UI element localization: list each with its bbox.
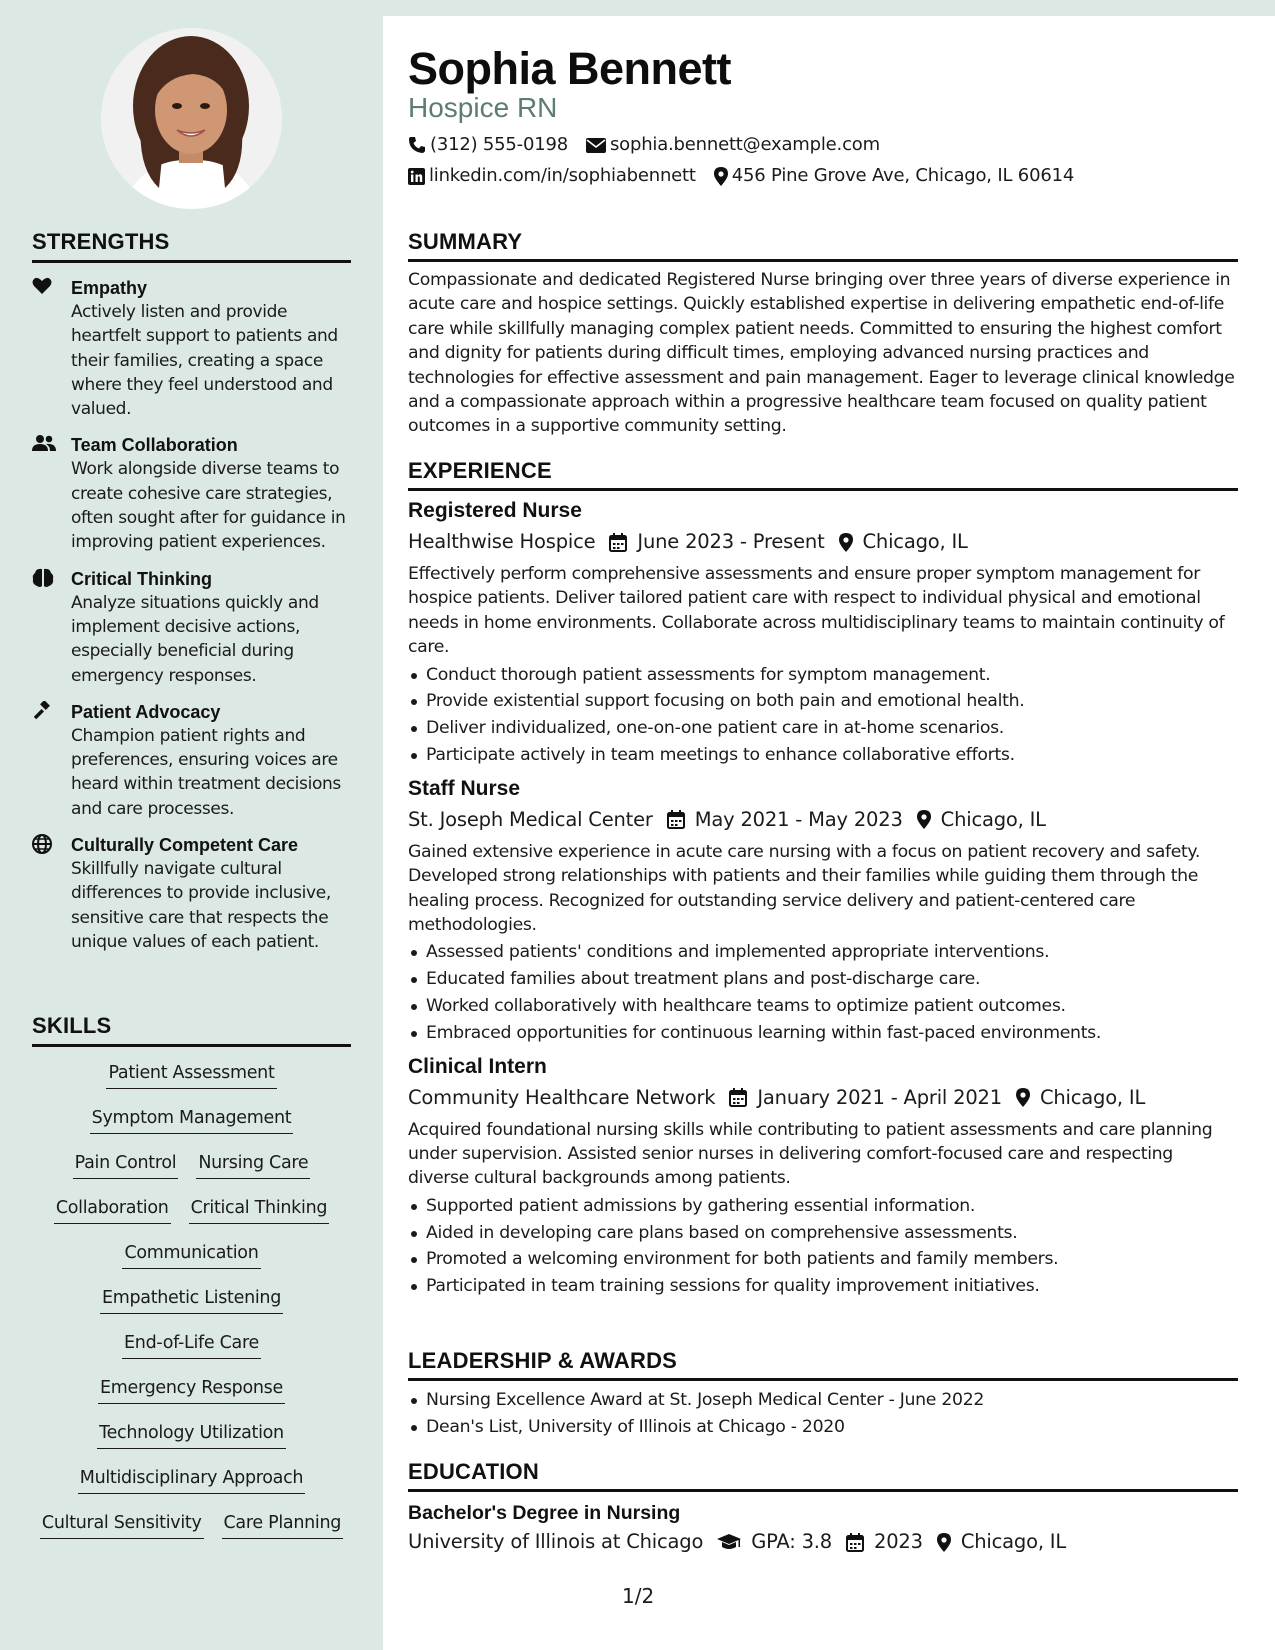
candidate-role: Hospice RN	[408, 92, 558, 123]
linkedin-contact[interactable]	[408, 164, 696, 188]
skill-tag: Communication	[122, 1241, 260, 1269]
job-location: Chicago, IL	[1039, 1085, 1146, 1109]
summary-section	[408, 229, 1238, 439]
skill-tag: End-of-Life Care	[122, 1331, 261, 1359]
skills-list	[32, 1061, 351, 1556]
strength-desc: Actively listen and provide heartfelt support to patients and their families, creating a space where they feel understood and valued.	[71, 302, 338, 420]
linkedin-icon	[408, 168, 425, 185]
page-number: 1/2	[622, 1584, 655, 1608]
strength-item	[32, 567, 351, 688]
strength-item	[32, 433, 351, 554]
graduation-year: 2023	[874, 1530, 923, 1553]
strength-title: Culturally Competent Care	[71, 835, 299, 856]
strength-title: Patient Advocacy	[71, 701, 221, 722]
award-item: Nursing Excellence Award at St. Joseph Medical Center - June 2022	[408, 1387, 1238, 1414]
summary-text: Compassionate and dedicated Registered Nurse bringing over three years of diverse experience in acute care and hospice settings. Quickly established expertise in delivering empathetic end-of-life care while skillfully managing complex patient needs. Committed to ensuring the highest comfort and dignity for patients during difficult times, employing advanced nursing practices and technologies for effective assessment and pain management. Eager to leverage clinical knowledge and a compassionate approach within a progressive healthcare team focused on quality patient outcomes in a supportive community setting.	[408, 270, 1235, 437]
skill-tag: Nursing Care	[196, 1151, 310, 1179]
bullet-item: Aided in developing care plans based on comprehensive assessments.	[408, 1220, 1238, 1247]
contact-row-2	[408, 164, 1092, 188]
job-bullets	[408, 939, 1238, 1046]
strength-desc: Work alongside diverse teams to create cohesive care strategies, often sought after for guidance in improving patient experiences.	[71, 459, 346, 553]
gavel-icon	[32, 701, 56, 723]
job-meta	[408, 528, 1238, 556]
graduation-cap-icon	[717, 1534, 741, 1551]
map-pin-icon	[714, 167, 728, 186]
job-description: Acquired foundational nursing skills while contributing to patient assessments and care planning under supervision. Assisted senior nurses in delivering comfort-focused care and respecting diverse cultural backgrounds among patients.	[408, 1119, 1213, 1189]
strength-item	[32, 833, 351, 954]
skill-tag: Technology Utilization	[97, 1421, 286, 1449]
phone-contact[interactable]	[408, 133, 568, 157]
phone-icon	[408, 136, 426, 154]
job-meta	[408, 1084, 1238, 1112]
address-text: 456 Pine Grove Ave, Chicago, IL 60614	[731, 165, 1075, 186]
linkedin-text: linkedin.com/in/sophiabennett	[429, 165, 696, 186]
bullet-item: Assessed patients' conditions and implemented appropriate interventions.	[408, 939, 1238, 966]
bullet-item: Embraced opportunities for continuous learning within fast-paced environments.	[408, 1020, 1238, 1047]
summary-heading: SUMMARY	[408, 229, 1238, 262]
job-entry	[408, 1053, 1238, 1300]
job-title: Registered Nurse	[408, 499, 582, 522]
map-pin-icon	[917, 810, 931, 829]
job-meta	[408, 806, 1238, 834]
bullet-item: Educated families about treatment plans and post-discharge care.	[408, 966, 1238, 993]
strength-desc: Champion patient rights and preferences, ensuring voices are heard within treatment decisions and care processes.	[71, 725, 341, 819]
map-pin-icon	[937, 1533, 951, 1552]
experience-heading: EXPERIENCE	[408, 458, 1238, 491]
job-title: Clinical Intern	[408, 1054, 547, 1078]
skill-tag: Symptom Management	[90, 1106, 294, 1134]
job-bullets	[408, 662, 1238, 769]
globe-icon	[32, 834, 56, 856]
bullet-item: Promoted a welcoming environment for both patients and family members.	[408, 1246, 1238, 1273]
bullet-item: Supported patient admissions by gathering essential information.	[408, 1193, 1238, 1220]
skills-section	[32, 1013, 351, 1556]
skill-tag: Patient Assessment	[106, 1061, 276, 1089]
education-meta	[408, 1528, 1238, 1556]
bullet-item: Deliver individualized, one-on-one patient care in at-home scenarios.	[408, 715, 1238, 742]
strength-title: Team Collaboration	[71, 435, 238, 456]
bullet-item: Participate actively in team meetings to enhance collaborative efforts.	[408, 742, 1238, 769]
skill-tag: Collaboration	[54, 1196, 171, 1224]
school-name: University of Illinois at Chicago	[408, 1530, 704, 1553]
contact-row-1	[408, 133, 898, 157]
main-content	[383, 16, 1275, 1650]
job-location: Chicago, IL	[940, 807, 1046, 831]
calendar-icon	[729, 1088, 747, 1107]
strength-desc: Skillfully navigate cultural differences to provide inclusive, sensitive care that respects the unique values of each patient.	[71, 859, 331, 952]
candidate-name: Sophia Bennett	[408, 43, 732, 94]
strengths-heading: STRENGTHS	[32, 229, 351, 263]
skill-tag: Critical Thinking	[189, 1196, 330, 1224]
email-contact[interactable]	[586, 133, 880, 157]
strengths-section	[32, 229, 351, 954]
strength-title: Empathy	[71, 278, 148, 298]
bullet-item: Conduct thorough patient assessments for symptom management.	[408, 662, 1238, 689]
strength-desc: Analyze situations quickly and implement decisive actions, especially beneficial during emergency responses.	[71, 592, 319, 686]
job-org: St. Joseph Medical Center	[408, 807, 653, 831]
skill-tag: Pain Control	[73, 1151, 179, 1179]
job-entry	[408, 775, 1238, 1047]
calendar-icon	[846, 1533, 864, 1552]
email-text: sophia.bennett@example.com	[609, 134, 880, 155]
brain-icon	[32, 568, 56, 590]
address-contact	[714, 164, 1074, 188]
awards-heading: LEADERSHIP & AWARDS	[408, 1348, 1238, 1381]
map-pin-icon	[839, 533, 853, 552]
job-org: Community Healthcare Network	[408, 1085, 716, 1109]
strength-title: Critical Thinking	[71, 568, 213, 589]
strength-item	[32, 276, 351, 421]
envelope-icon	[586, 138, 606, 153]
map-pin-icon	[1016, 1088, 1030, 1107]
skill-tag: Multidisciplinary Approach	[78, 1466, 305, 1494]
award-item: Dean's List, University of Illinois at Chicago - 2020	[408, 1414, 1238, 1441]
skills-heading: SKILLS	[32, 1013, 351, 1047]
skill-tag: Cultural Sensitivity	[40, 1511, 204, 1539]
skill-tag: Emergency Response	[98, 1376, 285, 1404]
strength-item	[32, 700, 351, 821]
bullet-item: Provide existential support focusing on both pain and emotional health.	[408, 688, 1238, 715]
job-dates: May 2021 - May 2023	[694, 807, 903, 831]
job-dates: January 2021 - April 2021	[757, 1085, 1002, 1109]
job-location: Chicago, IL	[862, 530, 968, 553]
education-heading: EDUCATION	[408, 1459, 1238, 1492]
phone-text: (312) 555-0198	[430, 134, 568, 155]
job-org: Healthwise Hospice	[408, 530, 596, 553]
job-bullets	[408, 1193, 1238, 1300]
profile-photo	[101, 28, 282, 209]
heart-icon	[32, 277, 56, 299]
users-icon	[32, 434, 56, 456]
job-entry	[408, 497, 1238, 769]
sidebar	[0, 0, 383, 1650]
skill-tag: Care Planning	[222, 1511, 344, 1539]
job-dates: June 2023 - Present	[637, 530, 825, 553]
bullet-item: Worked collaboratively with healthcare teams to optimize patient outcomes.	[408, 993, 1238, 1020]
skill-tag: Empathetic Listening	[100, 1286, 283, 1314]
awards-section	[408, 1348, 1238, 1441]
experience-section	[408, 458, 1238, 1300]
education-location: Chicago, IL	[960, 1530, 1067, 1553]
job-description: Gained extensive experience in acute care nursing with a focus on patient recovery and safety. Developed strong relationships with patients and their families while guiding them through the healing process. Recognized for outstanding service delivery and patient-centered care methodologies.	[408, 841, 1200, 936]
job-description: Effectively perform comprehensive assessments and ensure proper symptom management for hospice patients. Deliver tailored patient care with respect to individual physical and emotional needs in home environments. Collaborate across multidisciplinary teams to maintain continuity of care.	[408, 564, 1225, 658]
bullet-item: Participated in team training sessions for quality improvement initiatives.	[408, 1273, 1238, 1300]
education-section	[408, 1459, 1238, 1556]
awards-list	[408, 1387, 1238, 1441]
gpa-text: GPA: 3.8	[751, 1530, 833, 1553]
calendar-icon	[609, 533, 627, 552]
degree-title: Bachelor's Degree in Nursing	[408, 1502, 681, 1524]
calendar-icon	[667, 810, 685, 829]
job-title: Staff Nurse	[408, 776, 521, 800]
